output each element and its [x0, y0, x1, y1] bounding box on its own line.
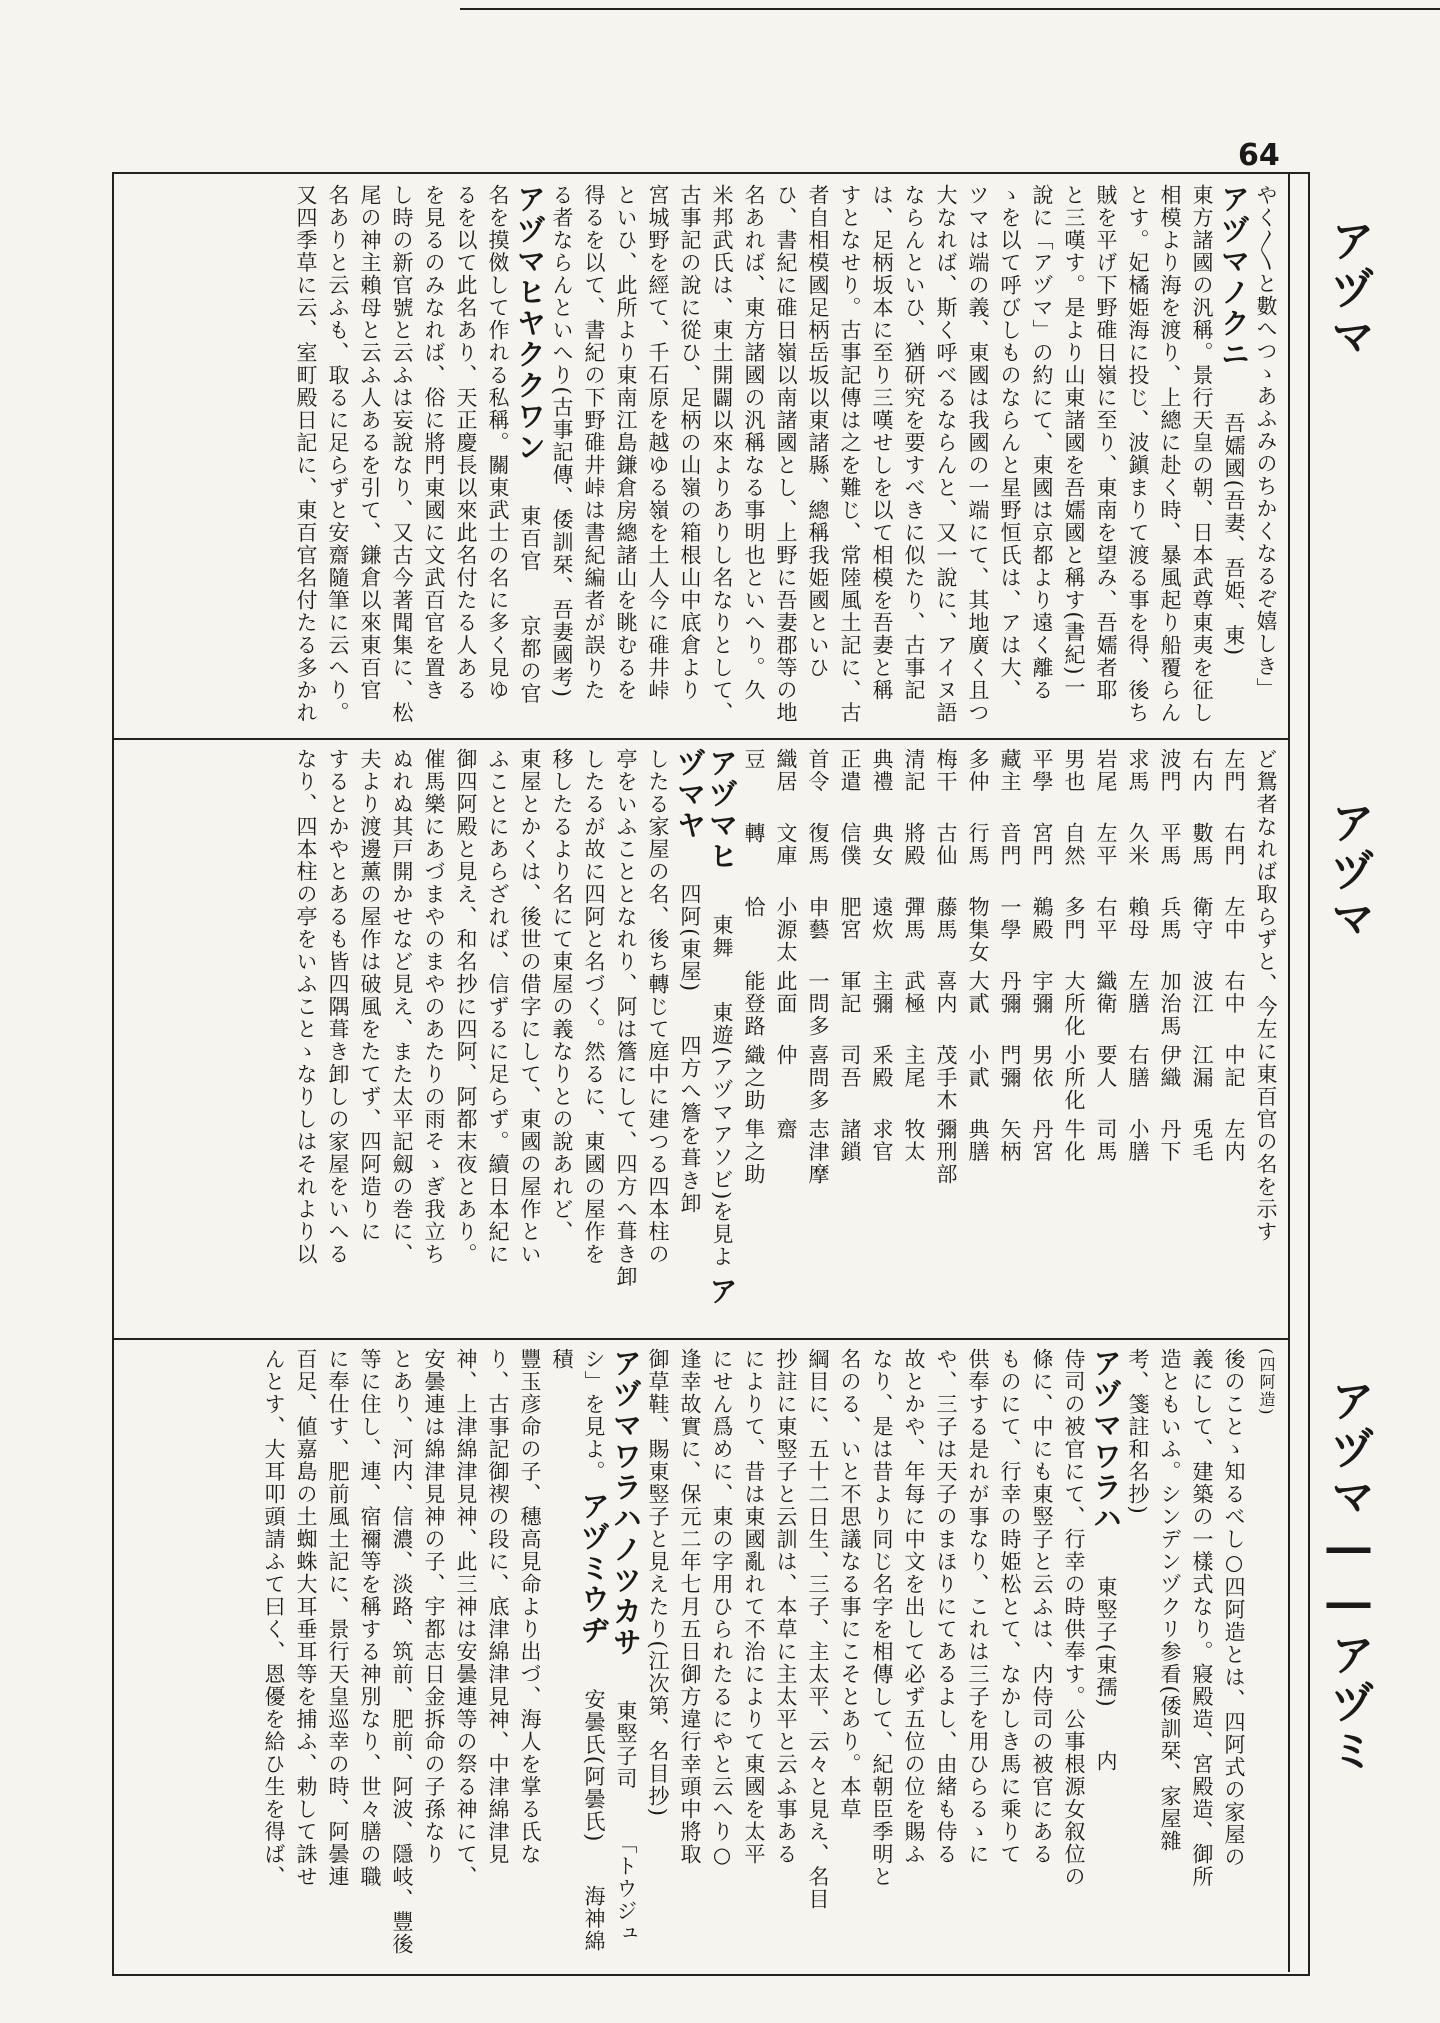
- office-title: 丹下: [1158, 1118, 1182, 1163]
- running-head-middle: アヅマ: [1323, 800, 1374, 944]
- office-title: 織居: [774, 748, 798, 793]
- office-title: 行馬: [966, 822, 990, 867]
- office-title: 仲: [774, 1044, 798, 1067]
- office-title: 信僕: [838, 822, 862, 867]
- entry-line: 供奉する是れが事なり、これは三子を用ひらるゝに: [966, 1348, 990, 1866]
- office-title: 平學: [1030, 748, 1054, 793]
- office-title: 牛化: [1062, 1118, 1086, 1163]
- office-title-column: [802, 748, 834, 1332]
- entry-line: 京都の官: [518, 614, 542, 705]
- entry-line: 賊を平げ下野碓日嶺に至り、東南を望み、吾嬬者耶: [1094, 184, 1118, 702]
- office-title: 彌刑部: [934, 1118, 958, 1186]
- office-title: 主尾: [902, 1044, 926, 1089]
- entry-line: なり、是は昔より同じ名字を相傳して、紀朝臣季明と: [870, 1348, 894, 1888]
- entry-line: ゝを以て呼びしものならんと星野恒氏は、アは大、: [998, 184, 1022, 702]
- office-title-column: [994, 748, 1026, 1332]
- office-title-column: [1154, 748, 1186, 1332]
- office-title: 能登路: [742, 970, 766, 1038]
- entry-line: 綱目に、五十二日生、三子、主太平、云々と見え、名目: [806, 1348, 830, 1911]
- office-title: 矢柄: [998, 1118, 1022, 1163]
- top-rule: [460, 8, 1440, 10]
- office-title: 藤馬: [934, 896, 958, 941]
- office-title-column: [866, 748, 898, 1332]
- entry-line: 古事記の說に從ひ、足柄の山嶺の箱根山中底倉より: [678, 184, 702, 702]
- office-title: 釆殿: [870, 1044, 894, 1089]
- entry-line: したるが故に四阿と名づく。然るに、東國の屋作を: [582, 748, 606, 1266]
- entry-kanji: 吾嬬國(吾妻、吾姫、東): [1222, 412, 1246, 657]
- entry-headword: アヅマワラハノツカサ: [609, 1348, 643, 1658]
- office-title: 申藝: [806, 896, 830, 941]
- office-title: 恰: [742, 896, 766, 919]
- office-title: 復馬: [806, 822, 830, 867]
- band-divider-upper: [112, 738, 1288, 740]
- entry-line: 說に「アヅマ」の約にて、東國は京都より遠く離る: [1030, 184, 1054, 702]
- entry-kanji: 東百官: [518, 505, 542, 573]
- entry-line: に奉仕す、肥前風土記に、景行天皇巡幸の時、阿曇連: [326, 1348, 350, 1888]
- office-title: 物集女: [966, 896, 990, 964]
- middle-band: [122, 748, 1282, 1332]
- office-title-column: [770, 748, 802, 1332]
- office-title: 男依: [1030, 1044, 1054, 1089]
- entry-line: 宮城野を經て、千石原を越ゆる嶺を土人今に碓井峠: [646, 184, 670, 702]
- entry-line: とあり、河内、信濃、淡路、筑前、肥前、阿波、隱岐、豐後: [390, 1348, 414, 1956]
- office-title: 喜問多: [806, 1044, 830, 1112]
- entry-line: 逢幸故實に、保元二年七月五日御方違行幸頭中將取: [678, 1348, 702, 1866]
- office-title: 波江: [1190, 970, 1214, 1015]
- entry-line: 相模より海を渡り、上總に赴く時、暴風起り船覆らん: [1158, 184, 1182, 724]
- entry-line: 内: [1094, 1750, 1118, 1773]
- office-title: 軍記: [838, 970, 862, 1015]
- entry-headword: アヅマヤ: [673, 748, 739, 1308]
- office-title: 右平: [1094, 896, 1118, 941]
- office-title: 波門: [1158, 748, 1182, 793]
- entry-kanji: 安曇氏(阿曇氏): [582, 1688, 606, 1843]
- entry-line: る者ならんといへり(古事記傳、倭訓栞、吾妻國考): [550, 184, 574, 699]
- office-title: 平馬: [1158, 822, 1182, 867]
- office-title: 文庫: [774, 822, 798, 867]
- office-title-column: [898, 748, 930, 1332]
- office-title: 牧太: [902, 1118, 926, 1163]
- band-divider-lower: [112, 1338, 1288, 1340]
- office-title: 岩尾: [1094, 748, 1118, 793]
- office-title: 典女: [870, 822, 894, 867]
- office-title: 左門: [1222, 748, 1246, 793]
- entry-line: にせん爲めに、東の字用ひられたるにやと云へり○: [710, 1348, 734, 1869]
- office-title: 小所化: [1062, 1044, 1086, 1112]
- office-title: 首令: [806, 748, 830, 793]
- office-title: 此面: [774, 970, 798, 1015]
- entry-line: 亭をいふこととなれり、阿は簷にして、四方へ葺き卸: [614, 748, 638, 1288]
- office-title: 司馬: [1094, 1118, 1118, 1163]
- entry-line: ツマは端の義、東國は我國の一端にて、其地廣く且つ: [966, 184, 990, 724]
- office-title: 宇彌: [1030, 970, 1054, 1015]
- office-title: 典禮: [870, 748, 894, 793]
- office-title: 音門: [998, 822, 1022, 867]
- entry-line: と三嘆す。是より山東諸國を吾嬬國と稱す(書紀)一: [1062, 184, 1086, 699]
- office-title: 藏主: [998, 748, 1022, 793]
- entry-line: といひ、此所より東南江島鎌倉房總諸山を眺むるを: [614, 184, 638, 702]
- bottom-band: [122, 1348, 1282, 1964]
- office-title: 丹宮: [1030, 1118, 1054, 1163]
- office-title: 求馬: [1126, 748, 1150, 793]
- continued-text: やく〳〵と數へつゝあふみのちかくなるぞ嬉しき」: [1254, 184, 1278, 700]
- office-title: 遠炊: [870, 896, 894, 941]
- office-title: 久米: [1126, 822, 1150, 867]
- continued-text: 義にして、建築の一樣式なり。寢殿造、宮殿造、御所: [1190, 1348, 1214, 1888]
- entry-line: 東遊(アヅマアソビ)を見よ: [710, 1001, 734, 1269]
- office-title-column: [962, 748, 994, 1332]
- entry-line: なり、四本柱の亭をいふことゝなりしはそれより以: [294, 748, 318, 1266]
- office-title: 右門: [1222, 822, 1246, 867]
- entry-line: るを以て此名あり、天正慶長以來此名付たる人ある: [454, 184, 478, 702]
- office-title: 小貳: [966, 1044, 990, 1089]
- entry-line: 名あれば、東方諸國の汎稱なる事明也といへり。久: [742, 184, 766, 702]
- office-title: 彈馬: [902, 896, 926, 941]
- office-title: 左内: [1222, 1118, 1246, 1163]
- entry-line: 得るを以て、書紀の下野碓井峠は書紀編者が誤りた: [582, 184, 606, 702]
- office-title: 宮門: [1030, 822, 1054, 867]
- entry-line: 海神綿積: [550, 1348, 606, 1953]
- entry-line: 豐玉彦命の子、穗高見命より出づ、海人を掌る氏な: [518, 1348, 542, 1866]
- office-title: 小膳: [1126, 1118, 1150, 1163]
- office-title-column: [1218, 748, 1250, 1332]
- office-title: 衛守: [1190, 896, 1214, 941]
- entry-line: 條に、中にも東竪子と云ふは、内侍司の被官にある: [1030, 1348, 1054, 1866]
- office-title-column: [1026, 748, 1058, 1332]
- office-title: 求官: [870, 1118, 894, 1163]
- entry-line: 抄註に東竪子と云訓は、本草に主太平と云ふ事ある: [774, 1348, 798, 1866]
- entry-headword: アヅマノクニ: [1217, 184, 1251, 370]
- office-title: 自然: [1062, 822, 1086, 867]
- entry-kanji: 東舞: [710, 914, 734, 960]
- office-title: 豆: [742, 748, 766, 771]
- office-title: 要人: [1094, 1044, 1118, 1089]
- entry-line: 名ありと云ふも、取るに足らずと安齋隨筆に云へり。: [326, 184, 350, 724]
- entry-line: 名を摸傚して作れる私稱。關東武士の名に多く見ゆ: [486, 184, 510, 702]
- office-title-column: [1122, 748, 1154, 1332]
- office-title: 兎毛: [1190, 1118, 1214, 1163]
- office-title: 加治馬: [1158, 970, 1182, 1038]
- office-title-column: [834, 748, 866, 1332]
- office-title: 中記: [1222, 1044, 1246, 1089]
- office-title: 多門: [1062, 896, 1086, 941]
- entry-kanji: 四阿(東屋): [678, 883, 702, 993]
- entry-line: によりて、昔は東國亂れて不治によりて東國を太平: [742, 1348, 766, 1866]
- office-title: 諸鎖: [838, 1118, 862, 1163]
- office-title: 數馬: [1190, 822, 1214, 867]
- entry-line: 御四阿殿と見え、和名抄に四阿、阿都末夜とあり。: [454, 748, 478, 1266]
- header-rail-divider: [1288, 172, 1290, 1972]
- office-title: 清記: [902, 748, 926, 793]
- entry-line: を見るのみなれば、俗に將門東國に文武百官を置き: [422, 184, 446, 702]
- continued-text: 造ともいふ。シンデンヅクリ参看(倭訓栞、家屋雜: [1158, 1348, 1182, 1853]
- entry-line: ものにて、行幸の時姫松とて、なかしき馬に乘りて: [998, 1348, 1022, 1866]
- entry-line: とす。妃橘姫海に投じ、波鎭まりて渡る事を得、後ち: [1126, 184, 1150, 724]
- entry-line: 米邦武氏は、東土開闢以來よりありし名なりとして、: [710, 184, 734, 724]
- continued-text: ど鴛者なれば取らずと、今左に東百官の名を示す: [1254, 748, 1278, 1243]
- office-title: 轉: [742, 822, 766, 845]
- entry-line: んとす、大耳叩頭請ふて曰く、恩優を給ひ生を得ば、: [262, 1348, 286, 1888]
- entry-line: 故とかや、年每に中文を出して必ず五位の位を賜ふ: [902, 1348, 926, 1866]
- office-title: 志津摩: [806, 1118, 830, 1186]
- entry-line: 四方へ簷を葺き卸: [678, 1034, 702, 1215]
- office-title: 主彌: [870, 970, 894, 1015]
- office-title: 茂手木: [934, 1044, 958, 1112]
- office-title: 典膳: [966, 1118, 990, 1163]
- entry-line: 又四季草に云、室町殿日記に、東百官名付たる多かれ: [294, 184, 318, 724]
- office-title: 多仲: [966, 748, 990, 793]
- entry-line: 侍司の被官にて、行幸の時供奉す。公事根源女叙位の: [1062, 1348, 1086, 1888]
- entry-headword: アヅミウヂ: [577, 1491, 611, 1647]
- entry-line: ひ、書紀に碓日嶺以南諸國とし、上野に吾妻郡等の地: [774, 184, 798, 724]
- entry-kanji: 東竪子(東孺): [1094, 1576, 1118, 1709]
- office-title: 武極: [902, 970, 926, 1015]
- entry-headword: アヅマヒヤククワン: [513, 184, 547, 463]
- entry-line: ぬれぬ其戸開かせなど見え、また太平記劔の巻に、: [390, 748, 414, 1266]
- office-title-column: [1058, 748, 1090, 1332]
- entry-line: 者自相模國足柄岳坂以東諸縣、總稱我姫國といひ: [806, 184, 830, 679]
- office-title: 司吾: [838, 1044, 862, 1089]
- entry-kanji: 東竪子司: [614, 1700, 638, 1791]
- office-title: 左平: [1094, 822, 1118, 867]
- entry-line: したる家屋の名、後ち轉じて庭中に建つる四本柱の: [646, 748, 670, 1266]
- office-title: 織衛: [1094, 970, 1118, 1015]
- office-title: 伊織: [1158, 1044, 1182, 1089]
- entry-line: し時の新官號と云ふは妄說なり、又古今著聞集に、松: [390, 184, 414, 724]
- office-title-column: [738, 748, 770, 1332]
- entry-line: 移したるより名にて東屋の義なりとの說あれど、: [550, 748, 574, 1243]
- running-head-top: アヅマ: [1323, 218, 1374, 362]
- office-title: 左中: [1222, 896, 1246, 941]
- office-title: 隼之助: [742, 1118, 766, 1186]
- entry-line: 名のる、いと不思議なる事にこそとあり。本草: [838, 1348, 862, 1821]
- entry-line: ならんといひ、猶研究を要すべきに似たり、古事記: [902, 184, 926, 702]
- entry-line: 東屋とかくは、後世の借字にして、東國の屋作とい: [518, 748, 542, 1266]
- top-band: [122, 184, 1282, 732]
- office-title: 古仙: [934, 822, 958, 867]
- running-head-bottom: アヅマ――アヅミ: [1323, 1378, 1374, 1776]
- office-title: 門彌: [998, 1044, 1022, 1089]
- office-title: 鵜殿: [1030, 896, 1054, 941]
- office-title: 右内: [1190, 748, 1214, 793]
- entry-line: 安曇連は綿津見神の子、宇都志日金拆命の子孫なり: [422, 1348, 446, 1866]
- entry-line: するとかやとあるも皆四隅葺き卸しの家屋をいへる: [326, 748, 350, 1266]
- office-title-column: [930, 748, 962, 1332]
- office-title: 一學: [998, 896, 1022, 941]
- continued-text: 後のことゝ知るべし○四阿造とは、四阿式の家屋の: [1222, 1348, 1246, 1869]
- entry-line: は、足柄坂本に至り三嘆せしを以て相模を吾妻と稱: [870, 184, 894, 702]
- entry-headword: アヅマワラハ: [1089, 1348, 1123, 1534]
- entry-line: や、三子は天子のまほりにてあるよし、由緒も侍る: [934, 1348, 958, 1866]
- office-title: 江漏: [1190, 1044, 1214, 1089]
- entry-line: 百足、値嘉島の土蜘蛛大耳垂耳等を捕ふ、勅して誅せ: [294, 1348, 318, 1888]
- entry-line: 等に住し、連、宿禰等を稱する神別なり、世々膳の職: [358, 1348, 382, 1888]
- office-title-column: [1186, 748, 1218, 1332]
- office-title: 兵馬: [1158, 896, 1182, 941]
- office-title: 男也: [1062, 748, 1086, 793]
- office-title: 小源太: [774, 896, 798, 964]
- entry-line: すとなせり。古事記傳は之を難じ、常陸風土記に、古: [838, 184, 862, 724]
- office-title: 喜内: [934, 970, 958, 1015]
- office-title: 織之助: [742, 1044, 766, 1112]
- office-title: 大貳: [966, 970, 990, 1015]
- office-title: 左膳: [1126, 970, 1150, 1015]
- office-title: 一問多: [806, 970, 830, 1038]
- entry-line: 大なれば、斯く呼べるならんと、又一說に、アイヌ語: [934, 184, 958, 724]
- entry-line: 尾の神主賴母と云ふ人あるを引て、鎌倉以來東百官: [358, 184, 382, 702]
- office-title: 梅干: [934, 748, 958, 793]
- office-title: 肥宮: [838, 896, 862, 941]
- office-title: 賴母: [1126, 896, 1150, 941]
- office-title: 將殿: [902, 822, 926, 867]
- entry-line: 「トウジュシ」を見よ。: [582, 1348, 638, 1945]
- office-title: 右膳: [1126, 1044, 1150, 1089]
- marginal-label: (四阿造): [1257, 1348, 1276, 1416]
- entry-line: 催馬樂にあづまやのまやのあたりの雨そゝぎ我立ち: [422, 748, 446, 1266]
- office-title: 正遣: [838, 748, 862, 793]
- entry-line: ふことにあらざれば、信ずるに足らず。續日本紀に: [486, 748, 510, 1266]
- office-title: 右中: [1222, 970, 1246, 1015]
- entry-line: 東方諸國の汎稱。景行天皇の朝、日本武尊東夷を征し: [1190, 184, 1214, 724]
- office-title: 丹彌: [998, 970, 1022, 1015]
- office-title: 大所化: [1062, 970, 1086, 1038]
- continued-text: 考、箋註和名抄): [1126, 1348, 1150, 1516]
- page-number: 64: [1238, 138, 1280, 173]
- entry-line: 夫より渡邊薰の屋作は破風をたてず、四阿造りに: [358, 748, 382, 1243]
- entry-headword: アヅマヒ: [705, 748, 739, 872]
- entry-line: 御草鞋、賜東竪子と見えたり(江次第、名目抄): [646, 1348, 670, 1818]
- office-title-column: [1090, 748, 1122, 1332]
- entry-line: 神、上津綿津見神、此三神は安曇連等の祭る神にて、: [454, 1348, 478, 1888]
- office-title: 齋: [774, 1118, 798, 1141]
- entry-line: り、古事記御禊の段に、底津綿津見神、中津綿津見: [486, 1348, 510, 1866]
